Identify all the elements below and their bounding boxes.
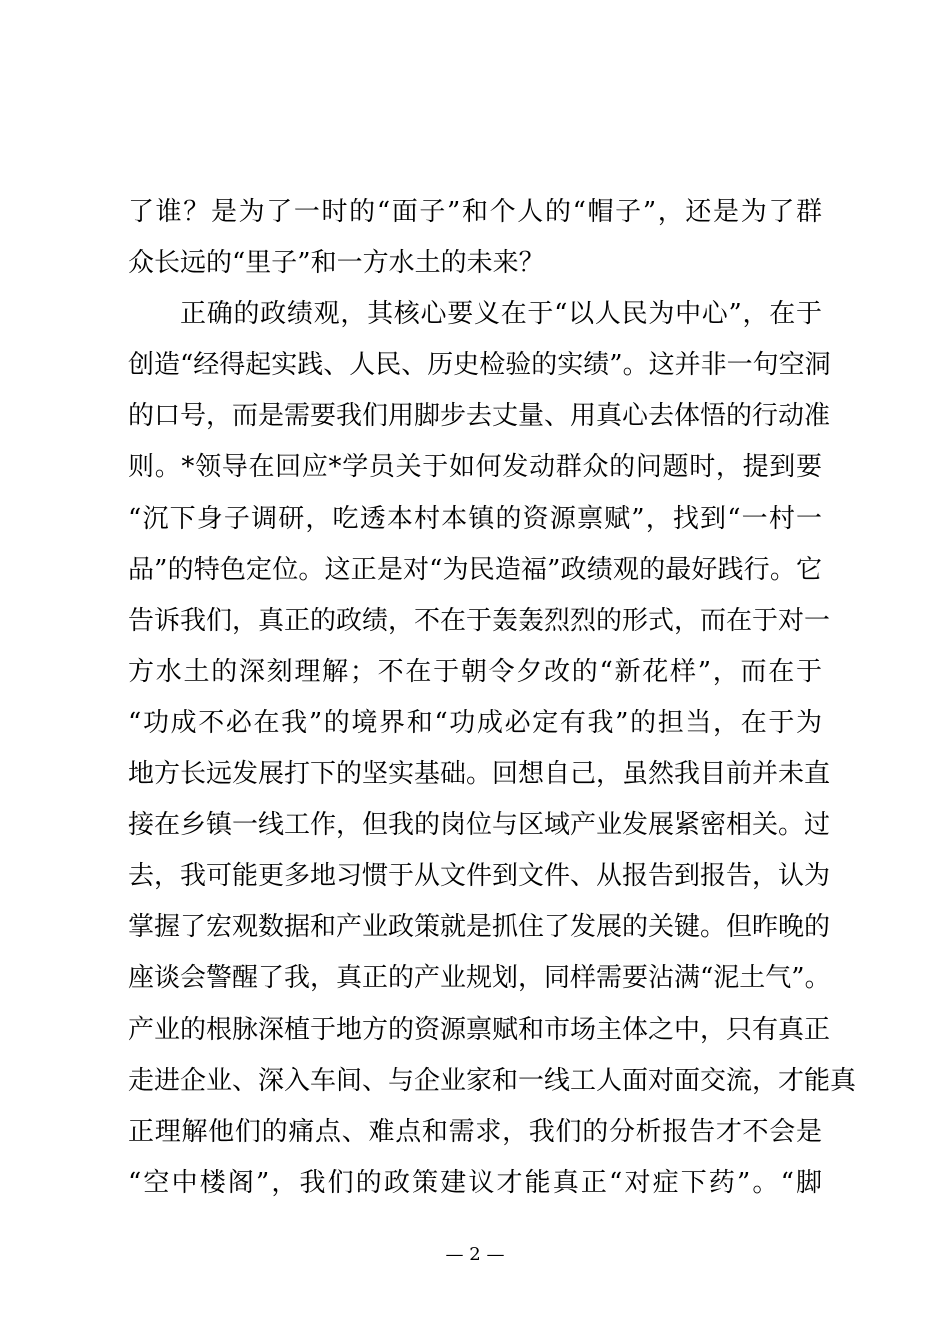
text-line: 创造“经得起实践、人民、历史检验的实绩”。这并非一句空洞 (128, 350, 831, 381)
text-line: “空中楼阁”，我们的政策建议才能真正“对症下药”。“脚 (128, 1167, 822, 1198)
text-line: 的口号，而是需要我们用脚步去丈量、用真心去体悟的行动准 (128, 401, 831, 432)
text-line: 地方长远发展打下的坚实基础。回想自己，虽然我目前并未直 (128, 759, 831, 790)
page-number: — 2 — (445, 1244, 505, 1265)
text-line: 了谁？是为了一时的“面子”和个人的“帽子”，还是为了群 (128, 197, 822, 227)
text-line: 座谈会警醒了我，真正的产业规划，同样需要沾满“泥土气”。 (128, 963, 831, 994)
text-line: 众长远的“里子”和一方水土的未来？ (128, 248, 545, 279)
text-line: “功成不必在我”的境界和“功成必定有我”的担当，在于为 (128, 707, 822, 738)
text-line: 掌握了宏观数据和产业政策就是抓住了发展的关键。但昨晚的 (128, 912, 831, 943)
text-line: 产业的根脉深植于地方的资源禀赋和市场主体之中，只有真正 (128, 1014, 831, 1045)
text-line: 正理解他们的痛点、难点和需求，我们的分析报告才不会是 (128, 1116, 822, 1147)
text-line: 接在乡镇一线工作，但我的岗位与区域产业发展紧密相关。过 (128, 810, 831, 841)
text-line: “沉下身子调研，吃透本村本镇的资源禀赋”，找到“一村一 (128, 503, 822, 534)
text-line: 方水土的深刻理解；不在于朝令夕改的“新花样”，而在于 (128, 656, 822, 687)
text-line: 去，我可能更多地习惯于从文件到文件、从报告到报告，认为 (128, 861, 831, 892)
text-line: 正确的政绩观，其核心要义在于“以人民为中心”，在于 (180, 299, 822, 330)
text-line: 告诉我们，真正的政绩，不在于轰轰烈烈的形式，而在于对一 (128, 605, 831, 636)
text-line: 走进企业、深入车间、与企业家和一线工人面对面交流，才能真 (128, 1065, 857, 1096)
text-line: 品”的特色定位。这正是对“为民造福”政绩观的最好践行。它 (128, 554, 822, 585)
text-line: 则。*领导在回应*学员关于如何发动群众的问题时，提到要 (128, 452, 822, 483)
document-body (128, 187, 857, 1209)
